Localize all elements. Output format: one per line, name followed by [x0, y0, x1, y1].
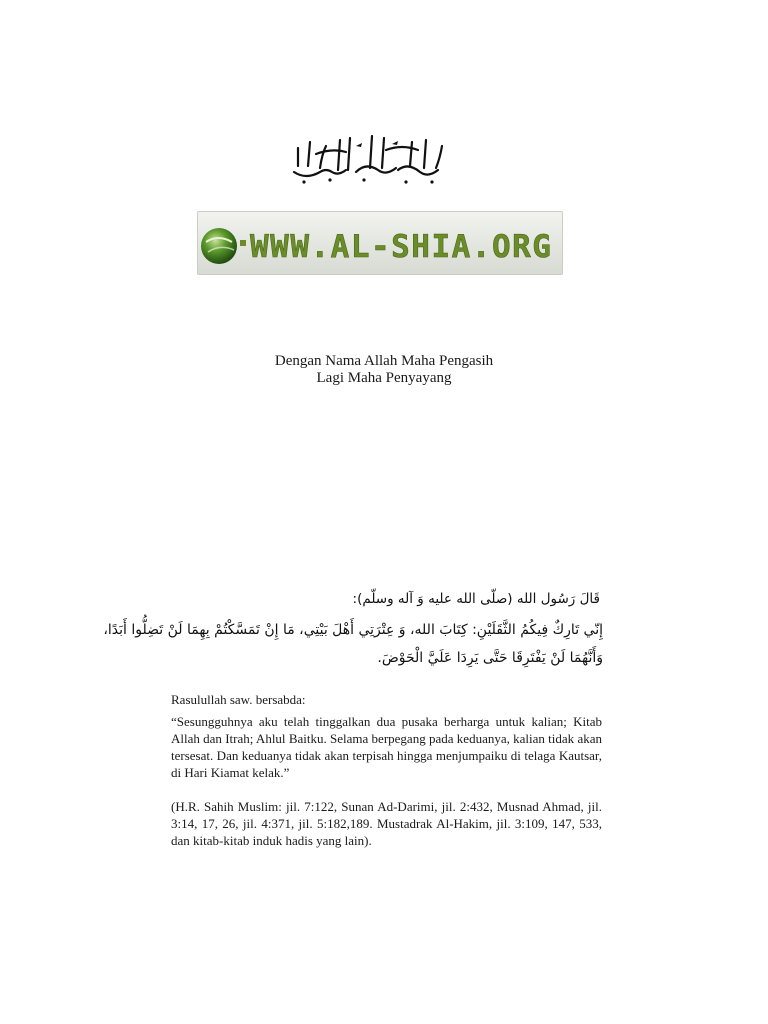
translation-intro: Rasulullah saw. bersabda:	[171, 692, 306, 707]
page-title-line-2: Lagi Maha Penyayang	[316, 370, 452, 386]
translation-quote: “Sesungguhnya aku telah tinggalkan dua pusaka berharga untuk kalian; Kitab Allah dan Itrah; Ahlul Baitku. Selama berpegang pada keduanya, kalian tidak akan tersesat. Dan keduanya tidak akan terpisah hingga menjumpaiku di telaga Kautsar, di Hari Kiamat kelak.”	[171, 714, 602, 780]
logo-text: WWW.AL-SHIA.ORG	[250, 229, 553, 265]
arabic-hadith-intro: قَالَ رَسُول الله (صلّى الله عليه وَ آله وسلّم):	[352, 591, 600, 607]
arabic-hadith-line-2: وَأَنَّهُمَا لَنْ يَفْتَرِقَا حَتَّى يَرِدَا عَلَيَّ الْحَوْضَ.	[377, 650, 603, 666]
arabic-hadith-line-1: إِنّي تَارِكٌ فِيكُمُ الثَّقَلَيْنِ: كِتَابَ الله، وَ عِتْرَتِي أَهْلَ بَيْتِي، مَا إِنْ تَمَسَّكْتُمْ بِهِمَا لَنْ تَضِلُّوا أَبَدًا،	[103, 622, 603, 638]
site-logo-banner	[197, 211, 563, 275]
basmala-calligraphy-image	[286, 132, 450, 188]
site-logo	[198, 212, 563, 275]
globe-logo-icon	[201, 228, 237, 264]
page-title-line-1: Dengan Nama Allah Maha Pengasih	[274, 353, 494, 369]
basmala-calligraphy	[286, 132, 450, 188]
hadith-reference: (H.R. Sahih Muslim: jil. 7:122, Sunan Ad-Darimi, jil. 2:432, Musnad Ahmad, jil. 3:14, 17, 26, jil. 4:371, jil. 5:182,189. Mustadrak Al-Hakim, jil. 3:109, 147, 533, dan kitab-kitab induk hadis yang lain).	[171, 799, 602, 848]
